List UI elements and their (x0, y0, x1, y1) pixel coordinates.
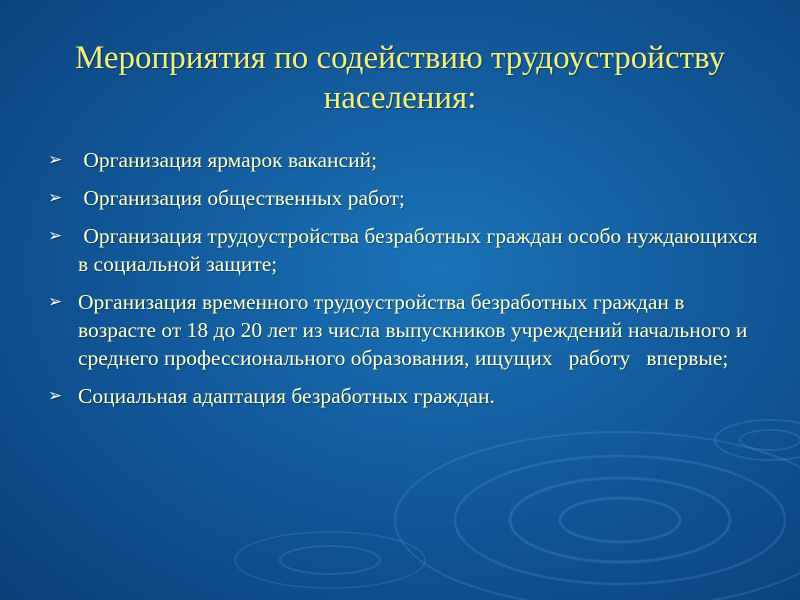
arrowhead-bullet-icon: ➢ (48, 188, 63, 207)
arrowhead-bullet-icon: ➢ (48, 150, 63, 169)
arrowhead-bullet-icon: ➢ (48, 226, 63, 245)
list-item-text: Организация общественных работ; (78, 186, 405, 210)
list-item-text: Социальная адаптация безработных граждан. (78, 384, 495, 408)
arrowhead-bullet-icon: ➢ (48, 292, 63, 311)
list-item (48, 288, 763, 372)
list-item (48, 222, 763, 278)
arrowhead-bullet-icon: ➢ (48, 386, 63, 405)
slide-title: Мероприятия по содействию трудоустройству населения: (75, 40, 725, 116)
list-item-text: Организация ярмарок вакансий; (78, 148, 378, 172)
bullet-list (48, 146, 763, 420)
list-item (48, 382, 763, 410)
list-item-text: Организация временного трудоустройства безработных граждан в возрасте от 18 до 20 лет из числа выпускников учреждений начального и среднего профессионального образования, ищущих работу впервые; (78, 290, 753, 370)
list-item-text: Организация трудоустройства безработных граждан особо нуждающихся в социальной защите; (78, 224, 763, 276)
list-item (48, 184, 763, 212)
list-item (48, 146, 763, 174)
